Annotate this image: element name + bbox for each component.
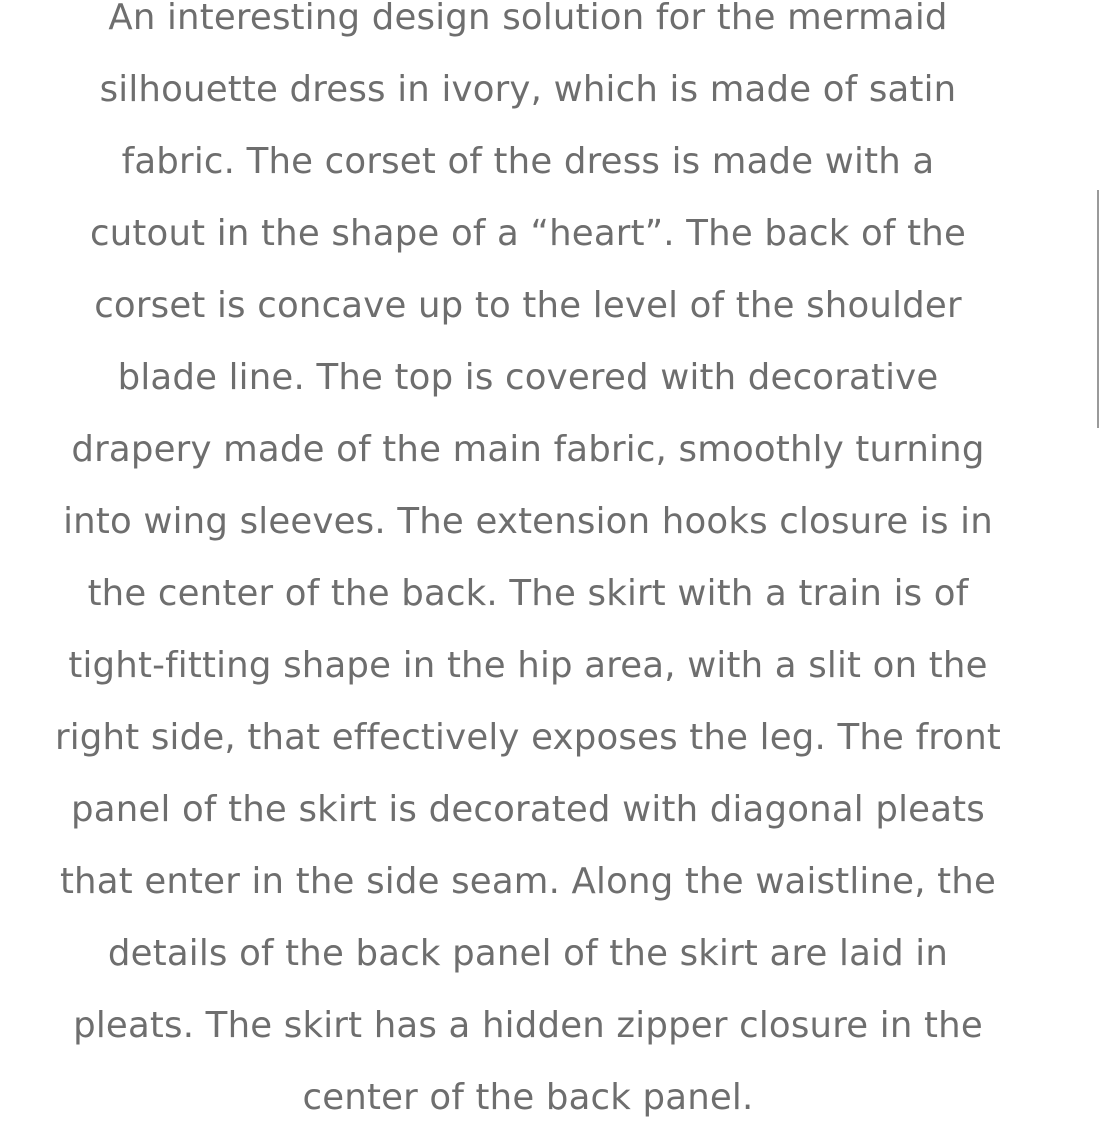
description-line: details of the back panel of the skirt are laid in [107, 933, 949, 974]
description-line: cutout in the shape of a “heart”. The back of the [90, 213, 966, 254]
description-line: tight-fitting shape in the hip area, with a slit on the [68, 645, 988, 686]
description-line: blade line. The top is covered with decorative [117, 357, 939, 398]
description-line: into wing sleeves. The extension hooks closure is in [63, 501, 993, 542]
description-line: corset is concave up to the level of the shoulder [94, 285, 962, 326]
description-line: right side, that effectively exposes the leg. The front [54, 717, 1002, 758]
description-line: center of the back panel. [302, 1077, 754, 1118]
description-line: drapery made of the main fabric, smoothly turning [71, 429, 985, 470]
description-line: pleats. The skirt has a hidden zipper closure in the [73, 1005, 983, 1046]
description-line: the center of the back. The skirt with a train is of [87, 573, 969, 614]
description-line: panel of the skirt is decorated with diagonal pleats [71, 789, 985, 830]
description-line: fabric. The corset of the dress is made with a [121, 141, 935, 182]
description-line: silhouette dress in ivory, which is made of satin [99, 69, 957, 110]
description-line: An interesting design solution for the mermaid [108, 0, 948, 38]
description-line: that enter in the side seam. Along the waistline, the [59, 861, 997, 902]
